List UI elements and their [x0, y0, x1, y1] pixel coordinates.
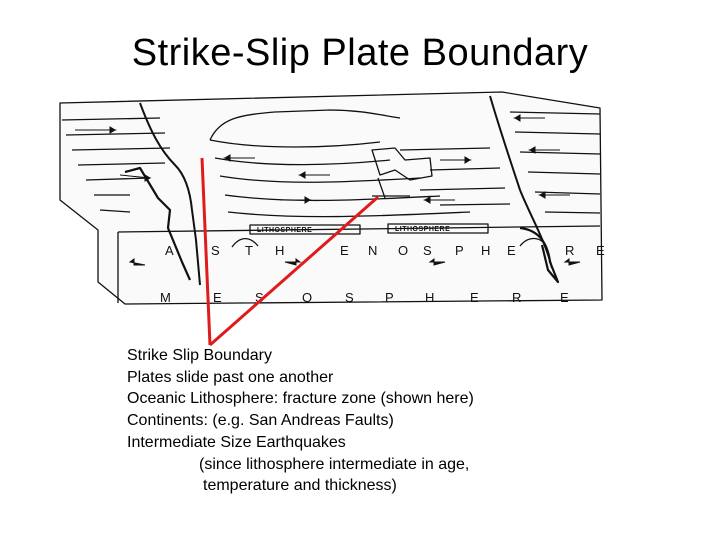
- mesosphere-letter: O: [302, 290, 313, 305]
- note-line: Plates slide past one another: [127, 368, 334, 386]
- mesosphere-letter: E: [213, 290, 222, 305]
- asthenosphere-letter: A: [165, 243, 174, 258]
- asthenosphere-letter: H: [481, 243, 491, 258]
- lithosphere-label: LITHOSPHERE: [257, 227, 313, 234]
- notes-text: [127, 345, 647, 497]
- asthenosphere-letter: E: [596, 243, 605, 258]
- mesosphere-letter: R: [512, 290, 522, 305]
- asthenosphere-letter: S: [211, 243, 220, 258]
- block-outline: [60, 92, 602, 304]
- asthenosphere-letter: R: [565, 243, 575, 258]
- mesosphere-letter: M: [160, 290, 171, 305]
- lithosphere-label: LITHOSPHERE: [395, 226, 451, 233]
- note-line: Intermediate Size Earthquakes: [127, 433, 346, 451]
- note-line: temperature and thickness): [203, 477, 397, 495]
- mesosphere-letter: P: [385, 290, 394, 305]
- slide-title: Strike-Slip Plate Boundary: [131, 32, 589, 74]
- note-line: Strike Slip Boundary: [127, 347, 272, 364]
- mesosphere-letter: S: [345, 290, 354, 305]
- mesosphere-letter: S: [255, 290, 264, 305]
- asthenosphere-letter: O: [398, 243, 409, 258]
- mesosphere-letter: H: [425, 290, 435, 305]
- mesosphere-letter: E: [560, 290, 569, 305]
- note-line: Oceanic Lithosphere: fracture zone (shown here): [127, 390, 474, 408]
- asthenosphere-letter: S: [423, 243, 432, 258]
- mesosphere-letter: E: [470, 290, 479, 305]
- asthenosphere-letter: N: [368, 243, 378, 258]
- note-line: (since lithosphere intermediate in age,: [199, 455, 470, 473]
- asthenosphere-letter: T: [245, 243, 253, 258]
- note-line: Continents: (e.g. San Andreas Faults): [127, 412, 394, 430]
- asthenosphere-letter: P: [455, 243, 464, 258]
- asthenosphere-letter: E: [507, 243, 516, 258]
- asthenosphere-letter: H: [275, 243, 285, 258]
- asthenosphere-letter: E: [340, 243, 349, 258]
